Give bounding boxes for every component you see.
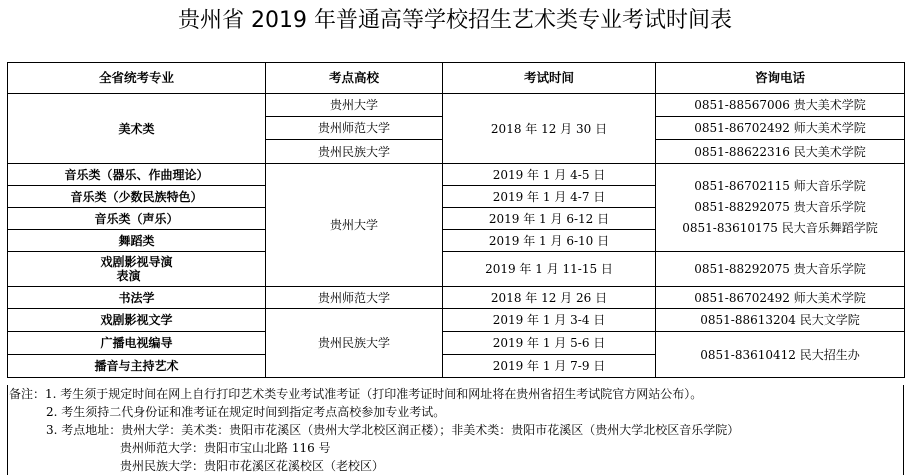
cell-phone: 0851-83610412 民大招生办 [656,332,905,378]
table-row [8,309,905,332]
cell-phone: 0851-86702115 师大音乐学院 [694,179,866,193]
note-line: 2. 考生须持二代身份证和准考证在规定时间到指定考点高校参加专业考试。 [46,405,446,419]
note-line: 贵州师范大学：贵阳市宝山北路 116 号 [120,441,331,455]
cell-major: 音乐类（声乐） [8,208,266,230]
header-phone: 咨询电话 [656,63,905,94]
cell-major: 美术类 [8,94,266,164]
cell-school: 贵州民族大学 [266,140,443,164]
cell-major-line: 戏剧影视导演 [100,255,173,269]
cell-time: 2019 年 1 月 5-6 日 [443,332,656,355]
cell-time: 2019 年 1 月 4-7 日 [443,186,656,208]
cell-school: 贵州师范大学 [266,287,443,309]
cell-phone: 0851-88622316 民大美术学院 [656,140,905,164]
table-row [8,164,905,186]
table-row [8,332,905,355]
cell-phone-group [656,164,905,252]
cell-time: 2019 年 1 月 6-10 日 [443,230,656,252]
cell-time: 2019 年 1 月 4-5 日 [443,164,656,186]
note-line: 贵州民族大学：贵阳市花溪区花溪校区（老校区） [120,459,385,473]
cell-time: 2019 年 1 月 11-15 日 [443,252,656,287]
cell-school: 贵州大学 [266,164,443,287]
cell-school: 贵州师范大学 [266,117,443,140]
cell-time: 2018 年 12 月 26 日 [443,287,656,309]
notes-section [7,385,904,475]
table-row [8,94,905,117]
table-row [8,252,905,287]
exam-schedule-table [7,62,905,378]
cell-time: 2019 年 1 月 7-9 日 [443,355,656,378]
cell-major: 舞蹈类 [8,230,266,252]
cell-time: 2019 年 1 月 3-4 日 [443,309,656,332]
header-school: 考点高校 [266,63,443,94]
cell-phone: 0851-86702492 师大美术学院 [656,117,905,140]
cell-school: 贵州民族大学 [266,309,443,378]
cell-phone: 0851-88567006 贵大美术学院 [656,94,905,117]
cell-major: 广播电视编导 [8,332,266,355]
cell-major: 书法学 [8,287,266,309]
cell-major-line: 表演 [116,269,141,283]
cell-phone: 0851-88613204 民大文学院 [656,309,905,332]
cell-time: 2018 年 12 月 30 日 [443,94,656,164]
cell-major: 音乐类（少数民族特色） [8,186,266,208]
cell-phone: 0851-83610175 民大音乐舞蹈学院 [682,221,878,235]
cell-phone: 0851-86702492 师大美术学院 [656,287,905,309]
cell-phone: 0851-88292075 贵大音乐学院 [656,252,905,287]
cell-major: 戏剧影视文学 [8,309,266,332]
table-row [8,287,905,309]
note-line: 3. 考点地址：贵州大学：美术类：贵阳市花溪区（贵州大学北校区润正楼）；非美术类：贵阳市花溪区（贵州大学北校区音乐学院） [46,423,740,437]
table-header-row [8,63,905,94]
cell-major: 播音与主持艺术 [8,355,266,378]
cell-phone: 0851-88292075 贵大音乐学院 [694,200,866,214]
cell-major [8,252,266,287]
note-line: 备注：1. 考生须于规定时间在网上自行打印艺术类专业考试准考证（打印准考证时间和网址将在贵州省招生考试院官方网站公布）。 [9,387,703,401]
header-major: 全省统考专业 [8,63,266,94]
cell-school: 贵州大学 [266,94,443,117]
cell-major: 音乐类（器乐、作曲理论） [8,164,266,186]
page-title: 贵州省 2019 年普通高等学校招生艺术类专业考试时间表 [178,8,732,33]
header-time: 考试时间 [443,63,656,94]
cell-time: 2019 年 1 月 6-12 日 [443,208,656,230]
